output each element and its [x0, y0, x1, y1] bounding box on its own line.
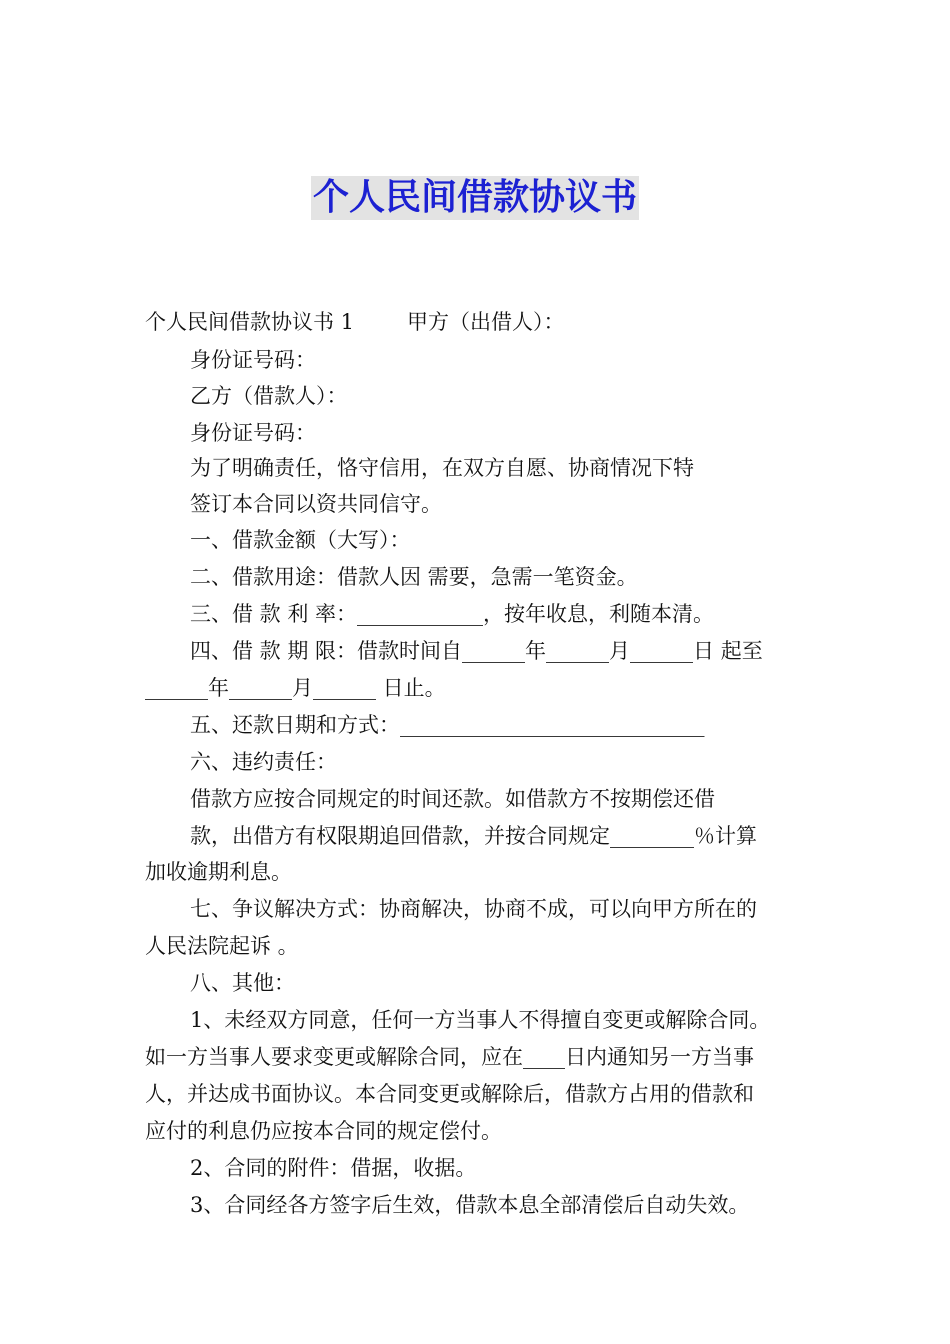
line-doc-ref: 个人民间借款协议书 1: [145, 310, 355, 334]
line-clause-6-body-1: 借款方应按合同规定的时间还款。如借款方不按期偿还借: [190, 787, 715, 811]
line-clause-6-body-3: 加收逾期利息。: [145, 860, 292, 884]
line-item-1c: 人，并达成书面协议。本合同变更或解除后，借款方占用的借款和: [145, 1082, 754, 1106]
line-item-2: 2、合同的附件：借据，收据。: [190, 1156, 477, 1180]
line-id-b: 身份证号码：: [190, 421, 316, 445]
line-clause-3: 三、借 款 利 率：____________，按年收息，利随本清。: [190, 602, 715, 626]
line-clause-8: 八、其他：: [190, 971, 295, 995]
document-title-wrap: [0, 176, 950, 220]
line-purpose-2: 签订本合同以资共同信守。: [190, 492, 442, 516]
line-item-1d: 应付的利息仍应按本合同的规定偿付。: [145, 1119, 502, 1143]
line-clause-7b: 人民法院起诉 。: [145, 934, 299, 958]
line-clause-7a: 七、争议解决方式：协商解决，协商不成，可以向甲方所在的: [190, 897, 757, 921]
line-party-b: 乙方（借款人）：: [190, 384, 348, 408]
line-clause-4a: 四、借 款 期 限：借款时间自______年______月______日 起至: [190, 639, 763, 663]
line-item-3: 3、合同经各方签字后生效，借款本息全部清偿后自动失效。: [190, 1193, 750, 1217]
line-item-1a: 1、未经双方同意，任何一方当事人不得擅自变更或解除合同。: [190, 1008, 771, 1032]
line-id-a: 身份证号码：: [190, 348, 316, 372]
line-purpose-1: 为了明确责任，恪守信用，在双方自愿、协商情况下特: [190, 456, 694, 480]
line-clause-4b: ______年______月______ 日止。: [145, 676, 446, 700]
document-title: 个人民间借款协议书: [312, 177, 637, 218]
line-clause-6: 六、违约责任：: [190, 750, 337, 774]
line-clause-2: 二、借款用途：借款人因 需要，急需一笔资金。: [190, 565, 638, 589]
line-clause-6-body-2: 款，出借方有权限期追回借款，并按合同规定________％计算: [190, 824, 757, 848]
line-clause-1: 一、借款金额（大写）：: [190, 528, 411, 552]
line-item-1b: 如一方当事人要求变更或解除合同，应在____日内通知另一方当事: [145, 1045, 754, 1069]
line-clause-5: 五、还款日期和方式：_____________________________: [190, 713, 705, 737]
line-party-a: 甲方（出借人）：: [407, 310, 565, 334]
